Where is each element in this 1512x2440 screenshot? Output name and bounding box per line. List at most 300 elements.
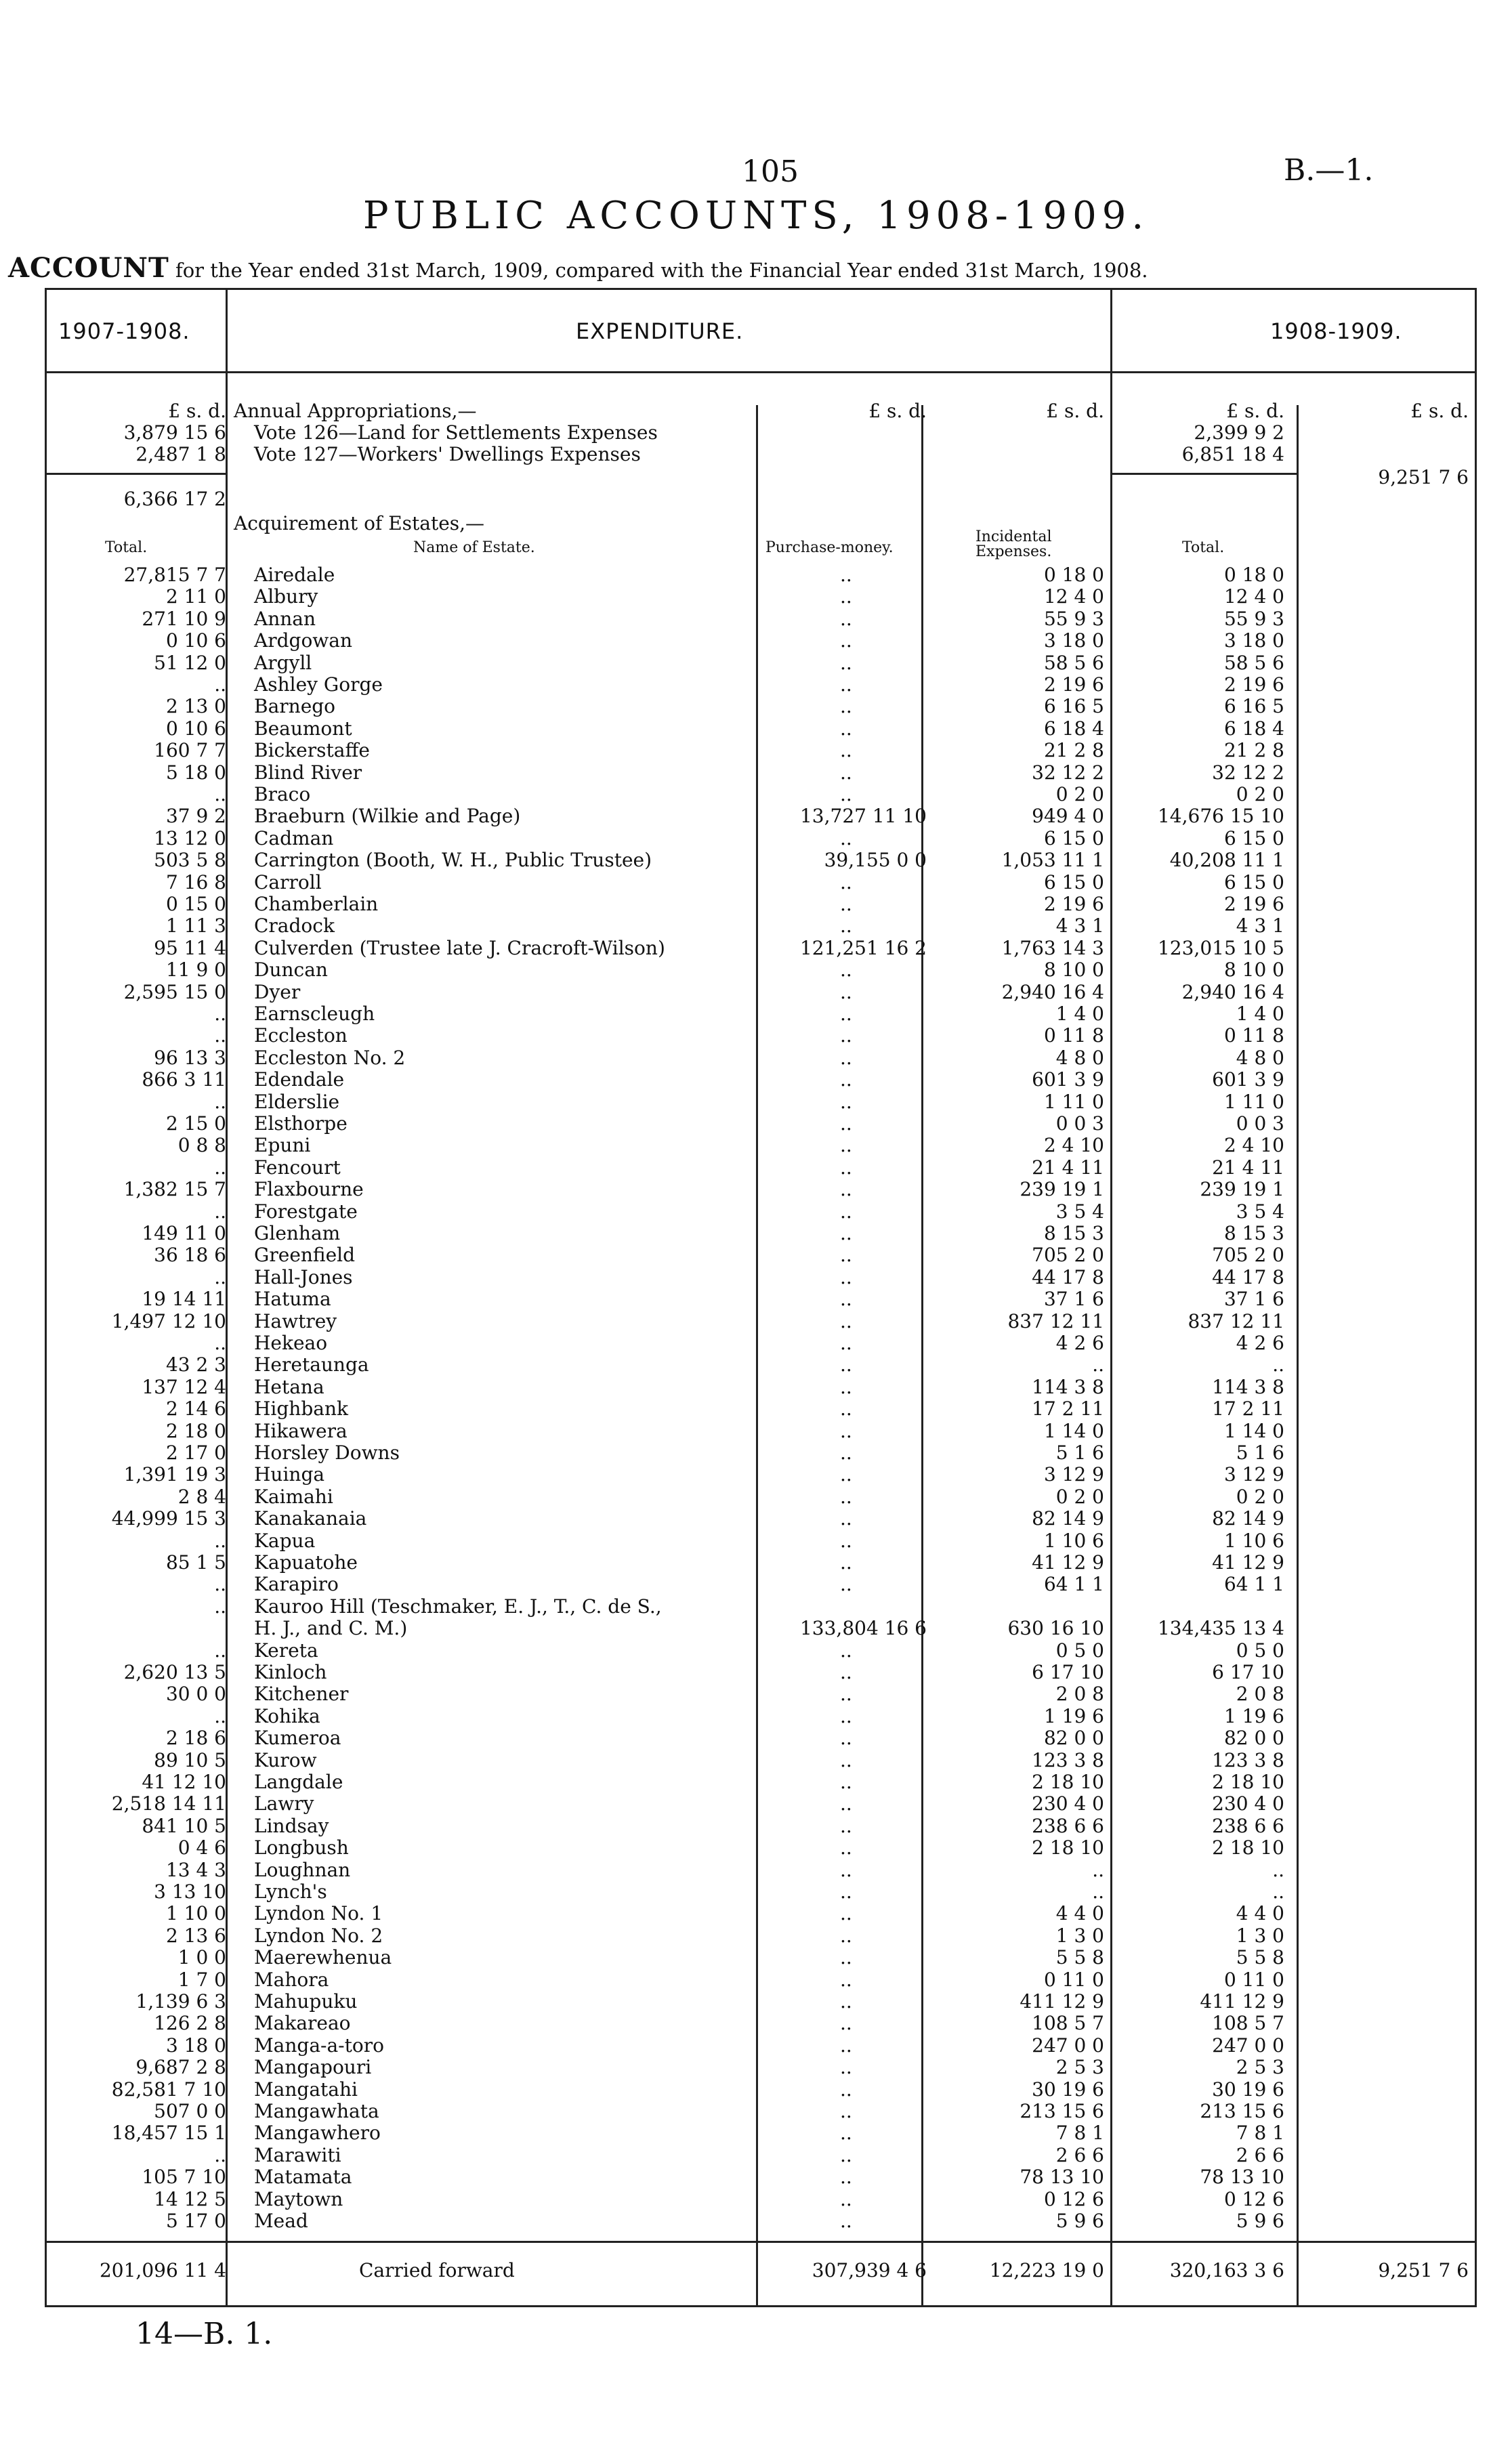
estate-incidental-expenses: 5 5 8 <box>1055 1946 1104 1969</box>
estate-total: 0 11 8 <box>1223 1024 1284 1047</box>
leader-dots: .. <box>840 981 852 1003</box>
estate-name: Maytown <box>254 2188 343 2210</box>
estate-name: Lindsay <box>254 1815 329 1837</box>
estate-total: 8 10 0 <box>1223 959 1284 981</box>
estate-total: 108 5 7 <box>1212 2012 1284 2034</box>
estate-incidental-expenses: 1 14 0 <box>1043 1420 1104 1442</box>
estate-prev-total: 7 16 8 <box>165 871 226 893</box>
estate-name: Eccleston No. 2 <box>254 1047 406 1069</box>
leader-dots: .. <box>840 2210 852 2232</box>
estate-prev-total: 1,391 19 3 <box>123 1463 226 1486</box>
estate-name: Glenham <box>254 1222 341 1244</box>
subtitle-text: for the Year ended 31st March, 1909, compared with the Financial Year ended 31st March, 1908. <box>175 259 1148 282</box>
estate-total: 4 2 6 <box>1236 1332 1284 1354</box>
estate-name: Hetana <box>254 1376 324 1398</box>
estate-name: Kinloch <box>254 1661 327 1683</box>
estate-prev-total: 5 18 0 <box>165 761 226 784</box>
estate-name: Beaumont <box>254 717 352 740</box>
leader-dots: .. <box>840 1047 852 1069</box>
estate-name: Mangatahi <box>254 2078 358 2101</box>
leader-dots: .. <box>840 1551 852 1574</box>
leader-dots: .. <box>840 1661 852 1683</box>
leader-dots: .. <box>840 1771 852 1793</box>
estate-prev-total: .. <box>214 673 226 696</box>
estate-name: Lawry <box>254 1792 314 1815</box>
estate-incidental-expenses: 238 6 6 <box>1032 1815 1104 1837</box>
estate-name: Mead <box>254 2210 308 2232</box>
estate-total: .. <box>1272 1880 1284 1903</box>
estate-total: 238 6 6 <box>1212 1815 1284 1837</box>
estate-name: Culverden (Trustee late J. Cracroft-Wilson) <box>254 937 665 959</box>
leader-dots: .. <box>840 783 852 805</box>
estate-total: 123,015 10 5 <box>1157 937 1284 959</box>
appropriations-heading: Annual Appropriations,— <box>234 400 477 422</box>
leader-dots: .. <box>840 1420 852 1442</box>
estate-prev-total: 11 9 0 <box>165 959 226 981</box>
estate-total: 58 5 6 <box>1223 652 1284 674</box>
leader-dots: .. <box>840 2078 852 2101</box>
leader-dots: .. <box>840 1727 852 1749</box>
leader-dots: .. <box>840 695 852 717</box>
estate-incidental-expenses: 0 18 0 <box>1043 564 1104 586</box>
estate-incidental-expenses: 2 5 3 <box>1055 2056 1104 2078</box>
estate-incidental-expenses: 6 18 4 <box>1043 717 1104 740</box>
estate-prev-total: 13 4 3 <box>165 1859 226 1881</box>
estate-incidental-expenses: 239 19 1 <box>1020 1178 1104 1200</box>
estate-name: Kurow <box>254 1749 317 1771</box>
estate-prev-total: 3 13 10 <box>154 1880 226 1903</box>
estate-incidental-expenses: 2,940 16 4 <box>1001 981 1104 1003</box>
estate-prev-total: 2,518 14 11 <box>111 1792 226 1815</box>
estate-total: 705 2 0 <box>1212 1244 1284 1266</box>
estate-total: 247 0 0 <box>1212 2034 1284 2057</box>
lsd-header: £ s. d. <box>1226 400 1284 422</box>
estate-name: Albury <box>254 585 318 608</box>
leader-dots: .. <box>840 2144 852 2166</box>
estate-prev-total: .. <box>214 1091 226 1113</box>
carried-forward-appropriations: 9,251 7 6 <box>1378 2259 1469 2281</box>
footer-reference: 14—B. 1. <box>135 2317 273 2351</box>
carried-forward-prev: 201,096 11 4 <box>99 2259 226 2281</box>
estate-total: 6 15 0 <box>1223 827 1284 849</box>
leader-dots: .. <box>840 1397 852 1420</box>
leader-dots: .. <box>840 1156 852 1179</box>
estate-total: 17 2 11 <box>1212 1397 1284 1420</box>
estate-name: Hikawera <box>254 1420 348 1442</box>
leader-dots: .. <box>840 1178 852 1200</box>
estate-prev-total: .. <box>214 1639 226 1662</box>
estate-name: Lyndon No. 2 <box>254 1924 383 1947</box>
estate-incidental-expenses: 4 8 0 <box>1055 1047 1104 1069</box>
estate-name: Makareao <box>254 2012 351 2034</box>
column-rule <box>1297 405 1299 2305</box>
estate-incidental-expenses: 2 6 6 <box>1055 2144 1104 2166</box>
estate-incidental-expenses: .. <box>1092 1859 1104 1881</box>
estate-total: .. <box>1272 1859 1284 1881</box>
estate-total: 5 1 6 <box>1236 1442 1284 1464</box>
estate-total: 213 15 6 <box>1200 2100 1284 2122</box>
estate-prev-total: .. <box>214 1266 226 1288</box>
leader-dots: .. <box>840 1969 852 1991</box>
estate-total: 5 5 8 <box>1236 1946 1284 1969</box>
estate-purchase-money: 121,251 16 2 <box>799 937 927 959</box>
estate-incidental-expenses: 2 0 8 <box>1055 1683 1104 1705</box>
estate-prev-total: 89 10 5 <box>154 1749 226 1771</box>
estate-name: Mangawhero <box>254 2122 381 2144</box>
estate-prev-total: .. <box>214 1705 226 1727</box>
lsd-header: £ s. d. <box>1046 400 1104 422</box>
vote-prev-amount: 2,487 1 8 <box>135 443 226 465</box>
estate-prev-total: .. <box>214 1156 226 1179</box>
estate-prev-total: .. <box>214 1573 226 1595</box>
estate-name: Forestgate <box>254 1200 358 1223</box>
subtotal-rule <box>47 473 226 475</box>
carried-forward-incidental: 12,223 19 0 <box>989 2259 1104 2281</box>
estate-name: Kumeroa <box>254 1727 341 1749</box>
estate-prev-total: 0 8 8 <box>177 1134 226 1156</box>
estate-name: Huinga <box>254 1463 325 1486</box>
estate-incidental-expenses: 82 0 0 <box>1043 1727 1104 1749</box>
estate-prev-total: 841 10 5 <box>142 1815 226 1837</box>
estate-name: Argyll <box>254 652 312 674</box>
estate-prev-total: 2 15 0 <box>165 1112 226 1135</box>
estate-name: Airedale <box>254 564 335 586</box>
estate-total: 1 3 0 <box>1236 1924 1284 1947</box>
carried-forward-label: Carried forward <box>359 2259 515 2281</box>
estate-name: Highbank <box>254 1397 348 1420</box>
estate-prev-total: 82,581 7 10 <box>111 2078 226 2101</box>
column-rule <box>921 405 923 2305</box>
leader-dots: .. <box>840 585 852 608</box>
estate-total: 21 4 11 <box>1212 1156 1284 1179</box>
estate-total: 6 18 4 <box>1223 717 1284 740</box>
estate-incidental-expenses: 17 2 11 <box>1032 1397 1104 1420</box>
estate-name: Chamberlain <box>254 893 379 915</box>
vote-prev-amount: 3,879 15 6 <box>123 421 226 444</box>
estate-name: Kauroo Hill (Teschmaker, E. J., T., C. de S., <box>254 1595 662 1618</box>
estate-prev-total: 2 13 0 <box>165 695 226 717</box>
estate-incidental-expenses: 411 12 9 <box>1020 1990 1104 2013</box>
estate-incidental-expenses: 114 3 8 <box>1032 1376 1104 1398</box>
estate-total: 1 10 6 <box>1223 1530 1284 1552</box>
estate-total: 3 12 9 <box>1223 1463 1284 1486</box>
estate-total: 78 13 10 <box>1200 2166 1284 2188</box>
leader-dots: .. <box>840 2166 852 2188</box>
estate-incidental-expenses: 78 13 10 <box>1020 2166 1104 2188</box>
estate-prev-total: 44,999 15 3 <box>111 1507 226 1530</box>
estate-prev-total: 19 14 11 <box>142 1288 226 1310</box>
estate-name: Heretaunga <box>254 1353 369 1376</box>
page-title: PUBLIC ACCOUNTS, 1908-1909. <box>362 194 1150 238</box>
estate-name: Kereta <box>254 1639 318 1662</box>
estate-incidental-expenses: 630 16 10 <box>1007 1617 1104 1639</box>
leader-dots: .. <box>840 1836 852 1859</box>
estate-prev-total: 0 15 0 <box>165 893 226 915</box>
column-header-prev-year: 1907-1908. <box>58 318 190 344</box>
estate-prev-total: 866 3 11 <box>142 1068 226 1091</box>
estate-incidental-expenses: 2 18 10 <box>1032 1836 1104 1859</box>
estate-total: 0 0 3 <box>1236 1112 1284 1135</box>
lsd-header: £ s. d. <box>168 400 226 422</box>
leader-dots: .. <box>840 652 852 674</box>
estate-total: 64 1 1 <box>1223 1573 1284 1595</box>
estate-name: Lyndon No. 1 <box>254 1902 383 1924</box>
estate-incidental-expenses: 230 4 0 <box>1032 1792 1104 1815</box>
estate-incidental-expenses: 705 2 0 <box>1032 1244 1104 1266</box>
leader-dots: .. <box>840 1815 852 1837</box>
column-header-expenditure: EXPENDITURE. <box>576 318 744 344</box>
estate-total: 123 3 8 <box>1212 1749 1284 1771</box>
total-subheader: Total. <box>105 539 148 556</box>
estate-name: Mangawhata <box>254 2100 379 2122</box>
estate-purchase-money: 39,155 0 0 <box>824 849 927 871</box>
leader-dots: .. <box>840 2012 852 2034</box>
estate-prev-total: 1 11 3 <box>165 914 226 937</box>
estate-total: 1 19 6 <box>1223 1705 1284 1727</box>
leader-dots: .. <box>840 629 852 652</box>
estate-total: 6 17 10 <box>1212 1661 1284 1683</box>
estate-name: Kapua <box>254 1530 316 1552</box>
vote-label: Vote 127—Workers' Dwellings Expenses <box>254 443 641 465</box>
estate-name: Longbush <box>254 1836 349 1859</box>
estate-incidental-expenses: 1,053 11 1 <box>1001 849 1104 871</box>
estate-name: Epuni <box>254 1134 311 1156</box>
estate-incidental-expenses: 3 12 9 <box>1043 1463 1104 1486</box>
estate-name: Horsley Downs <box>254 1442 400 1464</box>
leader-dots: .. <box>840 1486 852 1508</box>
leader-dots: .. <box>840 717 852 740</box>
estate-prev-total: 137 12 4 <box>142 1376 226 1398</box>
leader-dots: .. <box>840 2100 852 2122</box>
estate-prev-total: 51 12 0 <box>154 652 226 674</box>
estate-name: Matamata <box>254 2166 352 2188</box>
estate-name: Karapiro <box>254 1573 339 1595</box>
estate-prev-total: 2 13 6 <box>165 1924 226 1947</box>
estate-total: 2 19 6 <box>1223 893 1284 915</box>
estate-prev-total: 30 0 0 <box>165 1683 226 1705</box>
estate-prev-total: 149 11 0 <box>142 1222 226 1244</box>
estate-name: Blind River <box>254 761 362 784</box>
estate-prev-total: .. <box>214 1530 226 1552</box>
estate-prev-total: 36 18 6 <box>154 1244 226 1266</box>
estate-name: Edendale <box>254 1068 345 1091</box>
estate-prev-total: .. <box>214 1332 226 1354</box>
leader-dots: .. <box>840 739 852 761</box>
estate-prev-total: 160 7 7 <box>154 739 226 761</box>
estate-total: 0 2 0 <box>1236 1486 1284 1508</box>
leader-dots: .. <box>840 1859 852 1881</box>
estate-incidental-expenses: 4 2 6 <box>1055 1332 1104 1354</box>
estate-prev-total: 507 0 0 <box>154 2100 226 2122</box>
estate-incidental-expenses: 5 1 6 <box>1055 1442 1104 1464</box>
leader-dots: .. <box>840 959 852 981</box>
leader-dots: .. <box>840 761 852 784</box>
estate-name: Braeburn (Wilkie and Page) <box>254 805 521 827</box>
estate-incidental-expenses: .. <box>1092 1353 1104 1376</box>
carried-forward-rule <box>47 2241 1475 2243</box>
estate-name: Hatuma <box>254 1288 331 1310</box>
estate-name: Cadman <box>254 827 334 849</box>
estate-name-continued: H. J., and C. M.) <box>254 1617 408 1639</box>
estate-incidental-expenses: 44 17 8 <box>1032 1266 1104 1288</box>
estate-incidental-expenses: 21 2 8 <box>1043 739 1104 761</box>
estate-prev-total: 85 1 5 <box>165 1551 226 1574</box>
estate-incidental-expenses: 2 19 6 <box>1043 893 1104 915</box>
estate-incidental-expenses: 1,763 14 3 <box>1001 937 1104 959</box>
estate-total: 601 3 9 <box>1212 1068 1284 1091</box>
leader-dots: .. <box>840 2122 852 2144</box>
estate-total: 21 2 8 <box>1223 739 1284 761</box>
estate-total: 0 5 0 <box>1236 1639 1284 1662</box>
estate-total: 230 4 0 <box>1212 1792 1284 1815</box>
total-subheader: Total. <box>1182 539 1225 556</box>
estate-prev-total: 1,382 15 7 <box>123 1178 226 1200</box>
estate-incidental-expenses: 3 18 0 <box>1043 629 1104 652</box>
name-of-estate-subheader: Name of Estate. <box>413 539 535 556</box>
estate-total: 2 19 6 <box>1223 673 1284 696</box>
estate-prev-total: 2 18 0 <box>165 1420 226 1442</box>
estate-total: 37 1 6 <box>1223 1288 1284 1310</box>
estate-total: 6 16 5 <box>1223 695 1284 717</box>
estate-prev-total: 41 12 10 <box>142 1771 226 1793</box>
estate-prev-total: 37 9 2 <box>165 805 226 827</box>
estate-name: Duncan <box>254 959 328 981</box>
estate-incidental-expenses: 1 10 6 <box>1043 1530 1104 1552</box>
estate-prev-total: 0 10 6 <box>165 629 226 652</box>
leader-dots: .. <box>840 608 852 630</box>
estate-incidental-expenses: 8 15 3 <box>1043 1222 1104 1244</box>
estate-incidental-expenses: 7 8 1 <box>1055 2122 1104 2144</box>
leader-dots: .. <box>840 1068 852 1091</box>
estate-prev-total: 3 18 0 <box>165 2034 226 2057</box>
estate-name: Langdale <box>254 1771 343 1793</box>
column-rule <box>756 405 758 2305</box>
incidental-subheader: Incidental <box>975 528 1052 545</box>
estate-total: 82 14 9 <box>1212 1507 1284 1530</box>
estate-name: Elsthorpe <box>254 1112 348 1135</box>
estate-incidental-expenses: .. <box>1092 1880 1104 1903</box>
estate-name: Mangapouri <box>254 2056 372 2078</box>
estate-incidental-expenses: 6 16 5 <box>1043 695 1104 717</box>
leader-dots: .. <box>840 1244 852 1266</box>
estate-prev-total: 1,497 12 10 <box>111 1310 226 1332</box>
estate-prev-total: 126 2 8 <box>154 2012 226 2034</box>
estate-prev-total: 96 13 3 <box>154 1047 226 1069</box>
leader-dots: .. <box>840 1266 852 1288</box>
leader-dots: .. <box>840 1946 852 1969</box>
vote-curr-amount: 2,399 9 2 <box>1194 421 1284 444</box>
leader-dots: .. <box>840 1573 852 1595</box>
leader-dots: .. <box>840 1003 852 1025</box>
leader-dots: .. <box>840 1749 852 1771</box>
estate-name: Marawiti <box>254 2144 341 2166</box>
estate-incidental-expenses: 247 0 0 <box>1032 2034 1104 2057</box>
leader-dots: .. <box>840 2034 852 2057</box>
estate-incidental-expenses: 37 1 6 <box>1043 1288 1104 1310</box>
leader-dots: .. <box>840 1353 852 1376</box>
header-rule <box>47 371 1475 373</box>
estate-prev-total: 1,139 6 3 <box>135 1990 226 2013</box>
estate-incidental-expenses: 6 15 0 <box>1043 827 1104 849</box>
leader-dots: .. <box>840 1200 852 1223</box>
estate-total: 3 5 4 <box>1236 1200 1284 1223</box>
estate-name: Mahora <box>254 1969 329 1991</box>
estate-incidental-expenses: 0 12 6 <box>1043 2188 1104 2210</box>
estate-name: Greenfield <box>254 1244 356 1266</box>
estate-total: 8 15 3 <box>1223 1222 1284 1244</box>
estate-name: Cradock <box>254 914 335 937</box>
estate-incidental-expenses: 41 12 9 <box>1032 1551 1104 1574</box>
estate-total: 2,940 16 4 <box>1181 981 1284 1003</box>
appropriations-curr-total: 9,251 7 6 <box>1378 466 1469 488</box>
estate-incidental-expenses: 58 5 6 <box>1043 652 1104 674</box>
estate-total: 411 12 9 <box>1200 1990 1284 2013</box>
estate-prev-total: 27,815 7 7 <box>123 564 226 586</box>
estate-incidental-expenses: 837 12 11 <box>1007 1310 1104 1332</box>
estate-total: 5 9 6 <box>1236 2210 1284 2232</box>
estate-name: Carroll <box>254 871 322 893</box>
estate-prev-total: 95 11 4 <box>154 937 226 959</box>
estate-incidental-expenses: 0 0 3 <box>1055 1112 1104 1135</box>
lsd-header: £ s. d. <box>1410 400 1469 422</box>
estate-prev-total: 503 5 8 <box>154 849 226 871</box>
estate-prev-total: 14 12 5 <box>154 2188 226 2210</box>
estate-name: Kaimahi <box>254 1486 333 1508</box>
estate-incidental-expenses: 82 14 9 <box>1032 1507 1104 1530</box>
leader-dots: .. <box>840 871 852 893</box>
estate-prev-total: 2 18 6 <box>165 1727 226 1749</box>
estate-name: Kapuatohe <box>254 1551 358 1574</box>
leader-dots: .. <box>840 1683 852 1705</box>
estate-incidental-expenses: 949 4 0 <box>1032 805 1104 827</box>
estate-total: 55 9 3 <box>1223 608 1284 630</box>
estate-total: 3 18 0 <box>1223 629 1284 652</box>
estate-total: 2 0 8 <box>1236 1683 1284 1705</box>
leader-dots: .. <box>840 1902 852 1924</box>
estate-total: 134,435 13 4 <box>1157 1617 1284 1639</box>
estate-incidental-expenses: 0 11 8 <box>1043 1024 1104 1047</box>
carried-forward-purchase-money: 307,939 4 6 <box>812 2259 927 2281</box>
leader-dots: .. <box>840 1463 852 1486</box>
vote-curr-amount: 6,851 18 4 <box>1181 443 1284 465</box>
estate-total: 40,208 11 1 <box>1169 849 1284 871</box>
estate-purchase-money: 133,804 16 6 <box>799 1617 927 1639</box>
leader-dots: .. <box>840 1442 852 1464</box>
estate-incidental-expenses: 12 4 0 <box>1043 585 1104 608</box>
estate-incidental-expenses: 32 12 2 <box>1032 761 1104 784</box>
estate-total: 2 4 10 <box>1223 1134 1284 1156</box>
estate-name: Kitchener <box>254 1683 349 1705</box>
estate-name: Flaxbourne <box>254 1178 364 1200</box>
leader-dots: .. <box>840 893 852 915</box>
leader-dots: .. <box>840 1222 852 1244</box>
estate-total: 7 8 1 <box>1236 2122 1284 2144</box>
estate-name: Barnego <box>254 695 336 717</box>
estate-name: Manga-a-toro <box>254 2034 384 2057</box>
estate-total: 2 18 10 <box>1212 1771 1284 1793</box>
estate-total: 14,676 15 10 <box>1157 805 1284 827</box>
estate-prev-total: .. <box>214 1200 226 1223</box>
estate-incidental-expenses: 64 1 1 <box>1043 1573 1104 1595</box>
lsd-header: £ s. d. <box>868 400 927 422</box>
subtitle-lead: ACCOUNT <box>8 252 169 284</box>
leader-dots: .. <box>840 2188 852 2210</box>
leader-dots: .. <box>840 564 852 586</box>
leader-dots: .. <box>840 1792 852 1815</box>
estate-prev-total: 9,687 2 8 <box>135 2056 226 2078</box>
estate-total: 2 18 10 <box>1212 1836 1284 1859</box>
estate-name: Elderslie <box>254 1091 340 1113</box>
